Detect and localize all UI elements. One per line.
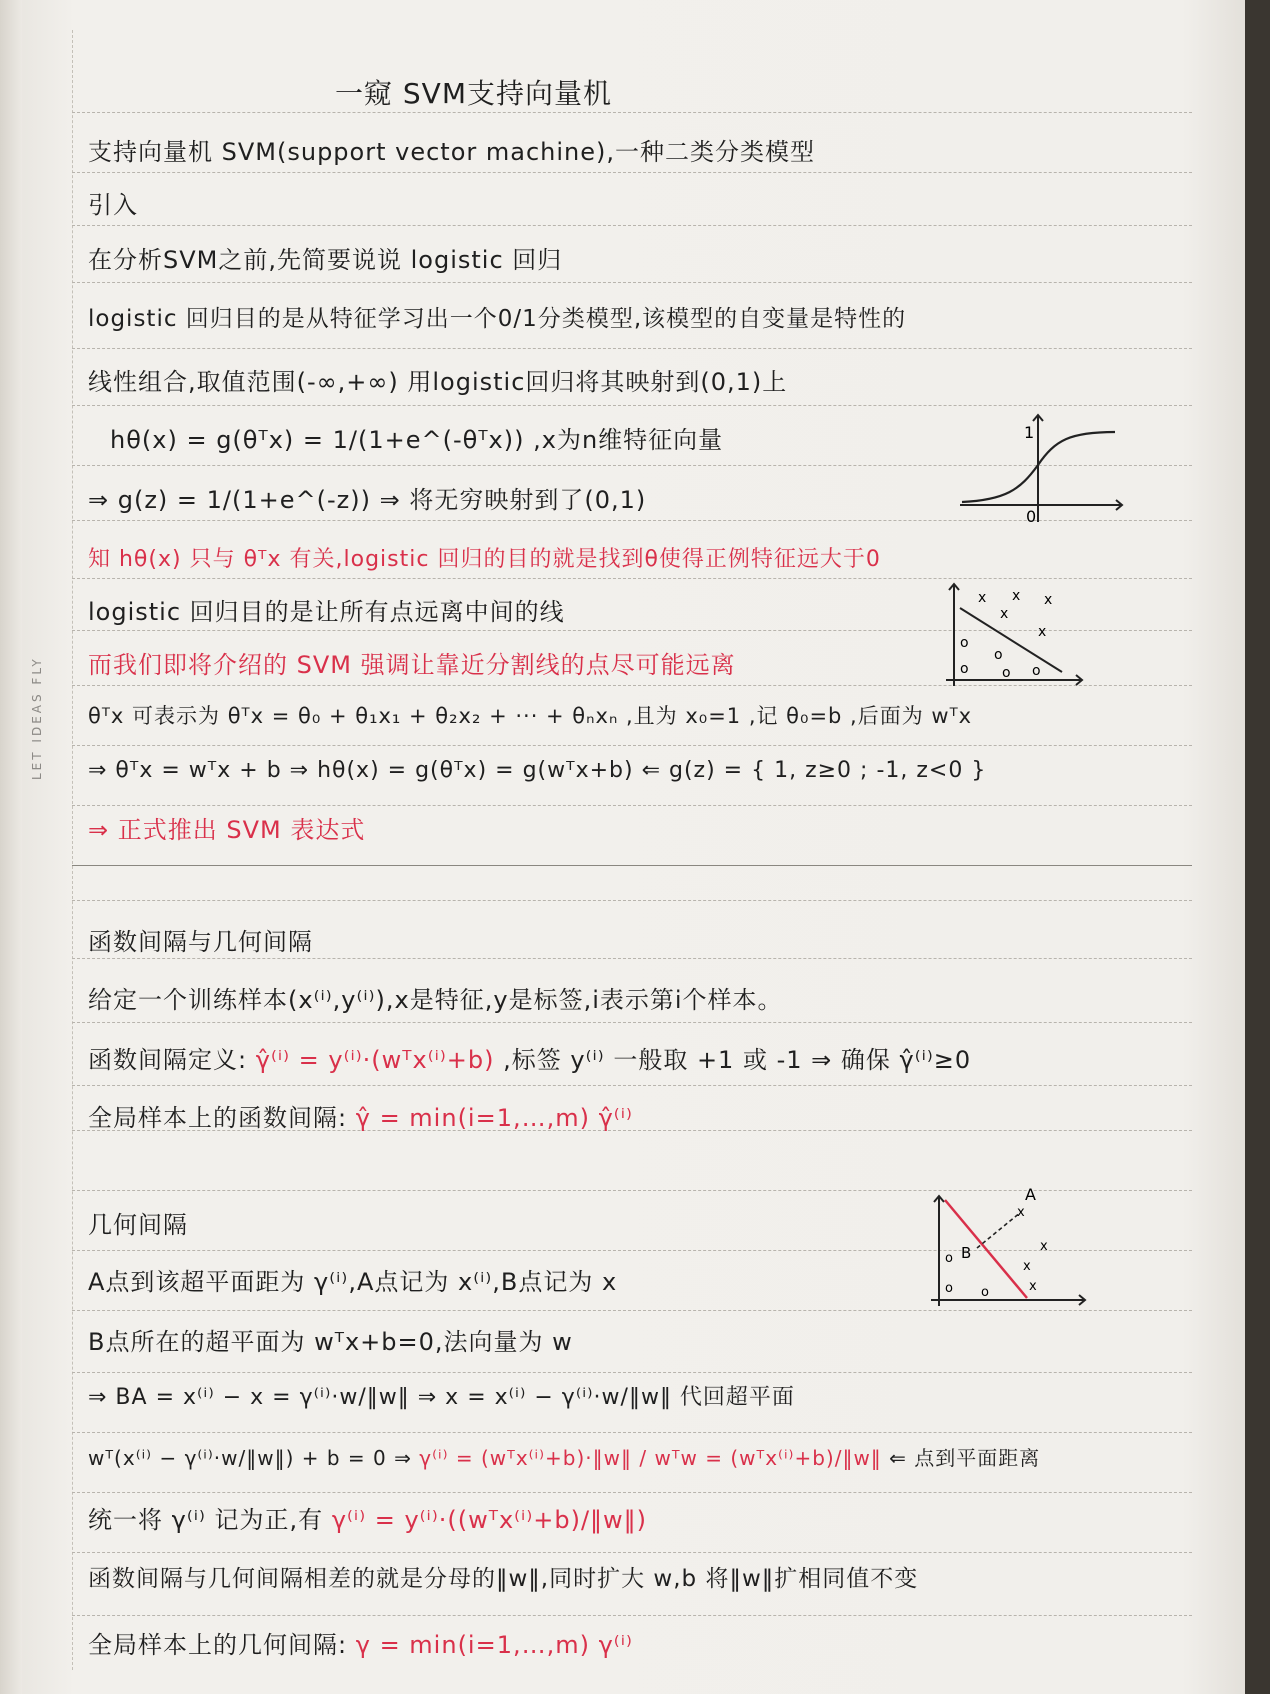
formula-label: wᵀ(x⁽ⁱ⁾ − γ⁽ⁱ⁾·w/‖w‖) + b = 0 ⇒ bbox=[88, 1446, 412, 1470]
note-line: 给定一个训练样本(x⁽ⁱ⁾,y⁽ⁱ⁾),x是特征,y是标签,i表示第i个样本。 bbox=[88, 986, 783, 1014]
circle-mark: o bbox=[945, 1251, 953, 1266]
formula-red: γ⁽ⁱ⁾ = y⁽ⁱ⁾·((wᵀx⁽ⁱ⁾+b)/‖w‖) bbox=[331, 1506, 648, 1534]
formula-line: ⇒ g(z) = 1/(1+e^(-z)) ⇒ 将无穷映射到了(0,1) bbox=[88, 486, 647, 514]
note-line: 函数间隔与几何间隔相差的就是分母的‖w‖,同时扩大 w,b 将‖w‖扩相同值不变 bbox=[88, 1566, 919, 1592]
ruled-line bbox=[72, 405, 1192, 406]
formula-line bbox=[88, 1500, 647, 1535]
ruled-line bbox=[72, 172, 1192, 173]
formula-note: ⇐ 点到平面距离 bbox=[889, 1446, 1041, 1470]
margin-line bbox=[72, 30, 73, 1670]
ruled-line bbox=[72, 1615, 1192, 1616]
circle-mark: o bbox=[994, 647, 1003, 663]
formula-line bbox=[88, 1098, 633, 1133]
formula-label: 函数间隔定义: bbox=[88, 1046, 248, 1074]
ruled-line bbox=[72, 958, 1192, 959]
geometric-margin-diagram bbox=[925, 1180, 1090, 1310]
ruled-line bbox=[72, 1432, 1192, 1433]
formula-line bbox=[88, 1040, 971, 1075]
ruled-line bbox=[72, 348, 1192, 349]
ruled-line bbox=[72, 1372, 1192, 1373]
cross-mark: x bbox=[1000, 606, 1009, 622]
circle-mark: o bbox=[945, 1281, 953, 1296]
note-line: A点到该超平面距为 γ⁽ⁱ⁾,A点记为 x⁽ⁱ⁾,B点记为 x bbox=[88, 1268, 618, 1296]
ruled-line bbox=[72, 1310, 1192, 1311]
circle-mark: o bbox=[981, 1285, 989, 1300]
cross-mark: x bbox=[978, 590, 987, 606]
separating-line bbox=[960, 608, 1062, 672]
formula-line bbox=[88, 1442, 1040, 1471]
formula-red: γ⁽ⁱ⁾ = (wᵀx⁽ⁱ⁾+b)·‖w‖ / wᵀw = (wᵀx⁽ⁱ⁾+b)/‖w‖ bbox=[419, 1446, 882, 1470]
formula-label: 全局样本上的几何间隔: bbox=[88, 1631, 348, 1659]
formula-line: hθ(x) = g(θᵀx) = 1/(1+e^(-θᵀx)) ,x为n维特征向量 bbox=[110, 426, 724, 454]
note-line-red: ⇒ 正式推出 SVM 表达式 bbox=[88, 816, 366, 844]
ruled-line bbox=[72, 805, 1192, 806]
formula-line: θᵀx 可表示为 θᵀx = θ₀ + θ₁x₁ + θ₂x₂ + ··· + θₙxₙ ,且为 x₀=1 ,记 θ₀=b ,后面为 wᵀx bbox=[88, 704, 973, 728]
ruled-line bbox=[72, 578, 1192, 579]
page-spine bbox=[0, 0, 22, 1694]
formula-red: γ = min(i=1,…,m) γ⁽ⁱ⁾ bbox=[355, 1631, 633, 1659]
sigmoid-diagram bbox=[950, 410, 1130, 525]
formula-line bbox=[88, 1625, 633, 1660]
circle-mark: o bbox=[1032, 663, 1041, 679]
circle-mark: o bbox=[1002, 665, 1011, 681]
cross-mark: x bbox=[1040, 1239, 1048, 1254]
page-title: 一窥 SVM支持向量机 bbox=[335, 77, 612, 110]
formula-label: 统一将 γ⁽ⁱ⁾ 记为正,有 bbox=[88, 1506, 324, 1534]
cross-mark: x bbox=[1023, 1259, 1031, 1274]
cross-mark: x bbox=[1044, 592, 1053, 608]
ruled-line bbox=[72, 112, 1192, 113]
ruled-line bbox=[72, 1492, 1192, 1493]
section-heading: 几何间隔 bbox=[88, 1211, 188, 1239]
ruled-line bbox=[72, 865, 1192, 866]
cross-mark: x bbox=[1038, 624, 1047, 640]
point-label-a: A bbox=[1025, 1185, 1036, 1204]
formula-red: γ̂⁽ⁱ⁾ = y⁽ⁱ⁾·(wᵀx⁽ⁱ⁾+b) bbox=[255, 1046, 495, 1074]
note-line: 支持向量机 SVM(support vector machine),一种二类分类模型 bbox=[88, 138, 816, 166]
tick-label: 0 bbox=[1026, 507, 1037, 525]
ruled-line bbox=[72, 1022, 1192, 1023]
note-line-red: 而我们即将介绍的 SVM 强调让靠近分割线的点尽可能远离 bbox=[88, 651, 736, 679]
formula-line: ⇒ θᵀx = wᵀx + b ⇒ hθ(x) = g(θᵀx) = g(wᵀx+b) ⇐ g(z) = { 1, z≥0 ; -1, z<0 } bbox=[88, 758, 987, 783]
formula-label: 全局样本上的函数间隔: bbox=[88, 1104, 348, 1132]
section-heading: 函数间隔与几何间隔 bbox=[88, 928, 313, 956]
circle-mark: o bbox=[960, 661, 969, 677]
note-line: logistic 回归目的是从特征学习出一个0/1分类模型,该模型的自变量是特性的 bbox=[88, 306, 907, 332]
cross-mark: x bbox=[1017, 1205, 1025, 1220]
note-line: 引入 bbox=[88, 191, 138, 219]
cross-mark: x bbox=[1012, 588, 1021, 604]
ruled-line bbox=[72, 900, 1192, 901]
ruled-line bbox=[72, 1085, 1192, 1086]
formula-note: ,标签 y⁽ⁱ⁾ 一般取 +1 或 -1 ⇒ 确保 γ̂⁽ⁱ⁾≥0 bbox=[503, 1046, 972, 1074]
note-line: 线性组合,取值范围(-∞,+∞) 用logistic回归将其映射到(0,1)上 bbox=[88, 368, 788, 396]
formula-red: γ̂ = min(i=1,…,m) γ̂⁽ⁱ⁾ bbox=[355, 1104, 633, 1132]
note-line: 在分析SVM之前,先简要说说 logistic 回归 bbox=[88, 246, 563, 274]
note-line: logistic 回归目的是让所有点远离中间的线 bbox=[88, 598, 565, 626]
ruled-line bbox=[72, 282, 1192, 283]
hyperplane-line bbox=[945, 1200, 1027, 1298]
ruled-line bbox=[72, 745, 1192, 746]
ruled-line bbox=[72, 225, 1192, 226]
note-line: B点所在的超平面为 wᵀx+b=0,法向量为 w bbox=[88, 1328, 573, 1356]
margin-diagram bbox=[940, 580, 1090, 690]
circle-mark: o bbox=[960, 635, 969, 651]
cross-mark: x bbox=[1029, 1279, 1037, 1294]
tick-label: 1 bbox=[1024, 423, 1035, 442]
formula-line: ⇒ BA = x⁽ⁱ⁾ − x = γ⁽ⁱ⁾·w/‖w‖ ⇒ x = x⁽ⁱ⁾ − γ⁽ⁱ⁾·w/‖w‖ 代回超平面 bbox=[88, 1385, 795, 1410]
point-label-b: B bbox=[961, 1244, 972, 1262]
normal-distance-line bbox=[977, 1212, 1021, 1248]
note-line-red: 知 hθ(x) 只与 θᵀx 有关,logistic 回归的目的就是找到θ使得正例特征远大于0 bbox=[88, 547, 881, 572]
brand-text: LET IDEAS FLY bbox=[30, 656, 44, 780]
ruled-line bbox=[72, 1552, 1192, 1553]
